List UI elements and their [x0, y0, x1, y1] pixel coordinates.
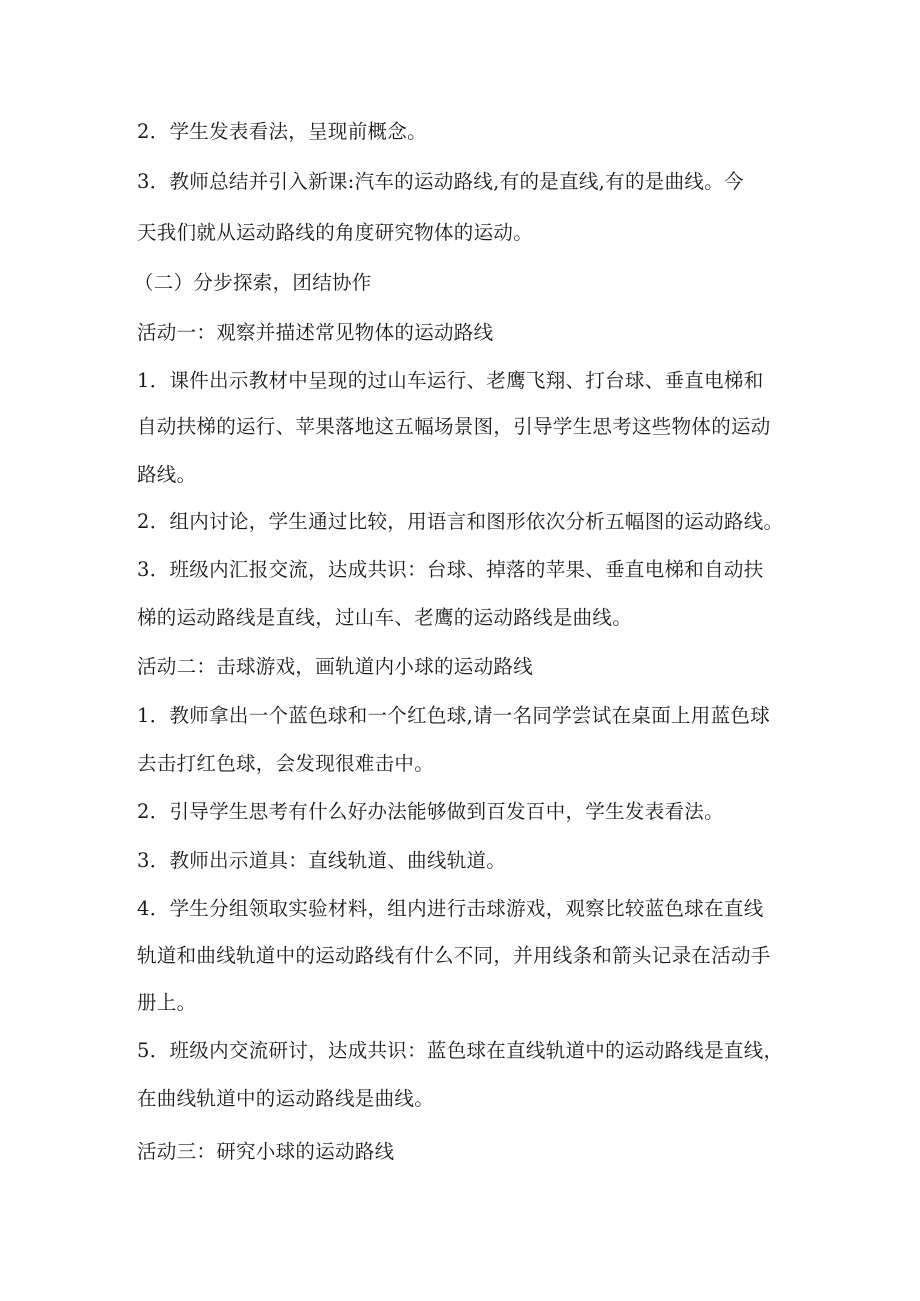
text-line: 1．课件出示教材中呈现的过山车运行、老鹰飞翔、打台球、垂直电梯和: [137, 369, 764, 392]
text-line: 去击打红色球，会发现很难击中。: [137, 752, 435, 775]
text-line: 2．组内讨论，学生通过比较，用语言和图形依次分析五幅图的运动路线。: [137, 510, 784, 533]
activity-heading: 活动一：观察并描述常见物体的运动路线: [137, 321, 494, 344]
text-line: 梯的运动路线是直线，过山车、老鹰的运动路线是曲线。: [137, 606, 633, 629]
text-line: 天我们就从运动路线的角度研究物体的运动。: [137, 221, 534, 244]
activity-heading: 活动三：研究小球的运动路线: [137, 1140, 395, 1163]
text-line: 自动扶梯的运行、苹果落地这五幅场景图，引导学生思考这些物体的运动: [137, 415, 771, 438]
text-line: 4．学生分组领取实验材料，组内进行击球游戏，观察比较蓝色球在直线: [137, 897, 764, 920]
text-line: 路线。: [137, 463, 197, 486]
text-line: 3．教师总结并引入新课:汽车的运动路线,有的是直线,有的是曲线。今: [137, 170, 744, 193]
section-heading: （二）分步探索，团结协作: [134, 271, 372, 294]
text-line: 轨道和曲线轨道中的运动路线有什么不同，并用线条和箭头记录在活动手: [137, 944, 771, 967]
text-line: 2．学生发表看法，呈现前概念。: [137, 120, 427, 143]
text-line: 2．引导学生思考有什么好办法能够做到百发百中，学生发表看法。: [137, 800, 724, 823]
text-line: 3．教师出示道具：直线轨道、曲线轨道。: [137, 849, 507, 872]
text-line: 在曲线轨道中的运动路线是曲线。: [137, 1087, 435, 1110]
text-line: 5．班级内交流研讨，达成共识：蓝色球在直线轨道中的运动路线是直线，: [137, 1039, 784, 1062]
text-line: 3．班级内汇报交流，达成共识：台球、掉落的苹果、垂直电梯和自动扶: [137, 558, 764, 581]
text-line: 册上。: [137, 991, 197, 1014]
activity-heading: 活动二：击球游戏，画轨道内小球的运动路线: [137, 655, 534, 678]
text-line: 1．教师拿出一个蓝色球和一个红色球,请一名同学尝试在桌面上用蓝色球: [137, 704, 771, 727]
